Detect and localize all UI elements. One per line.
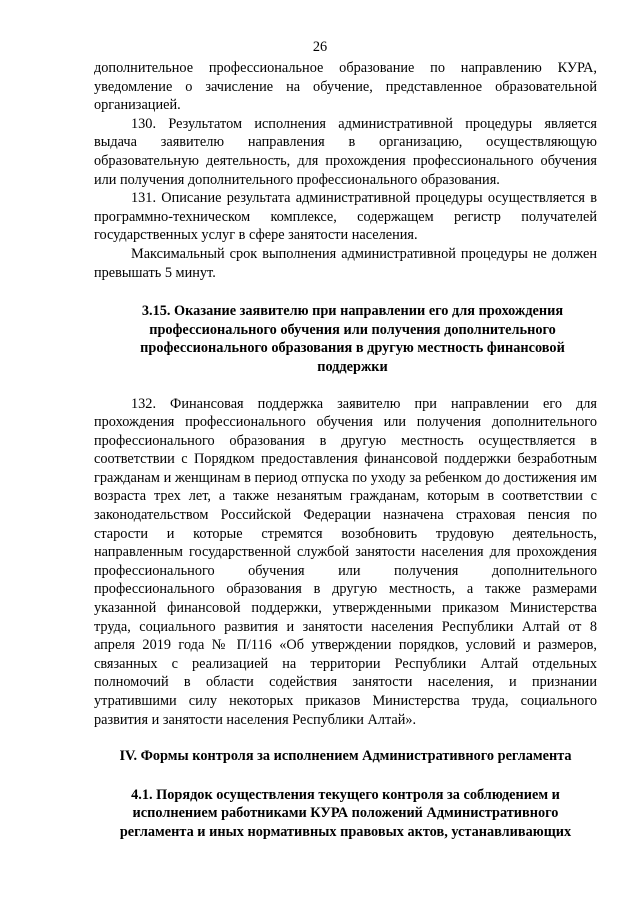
paragraph-continuation: дополнительное профессиональное образование по направлению КУРА, уведомление о зачисление на обучение, представленное образовательной организацией. [94, 60, 597, 114]
page-number: 26 [312, 39, 328, 55]
paragraph-max-time: Максимальный срок выполнения административной процедуры не должен превышать 5 минут. [94, 245, 597, 281]
paragraph-130: 130. Результатом исполнения административной процедуры является выдача заявителю направления в организацию, осуществляющую образовательную деятельность, для прохождения профессионального обучения или получения дополнительного профессионального образования. [94, 115, 597, 188]
section-iv-heading: IV. Формы контроля за исполнением Административного регламента [119, 748, 572, 765]
page-content [94, 59, 597, 842]
paragraph-131: 131. Описание результата административной процедуры осуществляется в программно-техническом комплексе, содержащем регистр получателей государственных услуг в сфере занятости населения. [94, 190, 597, 244]
section-4-1-heading: 4.1. Порядок осуществления текущего контроля за соблюдением и исполнением работниками КУРА положений Административного регламента и иных нормативных правовых актов, устанавливающих [119, 786, 572, 840]
section-3-15-heading: 3.15. Оказание заявителю при направлении его для прохождения профессионального обучения или получения дополнительного профессионального образования в другую местность финансовой поддержки [140, 303, 565, 375]
paragraph-132: 132. Финансовая поддержка заявителю при направлении его для прохождения профессионального обучения или получения дополнительного профессионального образования в другую местность осуществляется в соответствии с Порядком предоставления финансовой поддержки безработным гражданам и женщинам в период отпуска по уходу за ребенком до достижения им возраста трех лет, а также незанятым гражданам, которым в соответствии с законодательством Российской Федерации назначена страховая пенсия по старости и которые стремятся возобновить трудовую деятельность, направленным государственной службой занятости населения для прохождения профессионального обучения или получения дополнительного профессионального образования в другую местность, а также размерами указанной финансовой поддержки, утвержденными приказом Министерства труда, социального развития и занятости населения Республики Алтай от 8 апреля 2019 года № П/116 «Об утверждении порядков, условий и размеров, связанных с реализацией на территории Республики Алтай отдельных полномочий в области содействия занятости населения, и признании утратившими силу некоторых приказов Министерства труда, социального развития и занятости населения Республики Алтай». [94, 395, 597, 728]
